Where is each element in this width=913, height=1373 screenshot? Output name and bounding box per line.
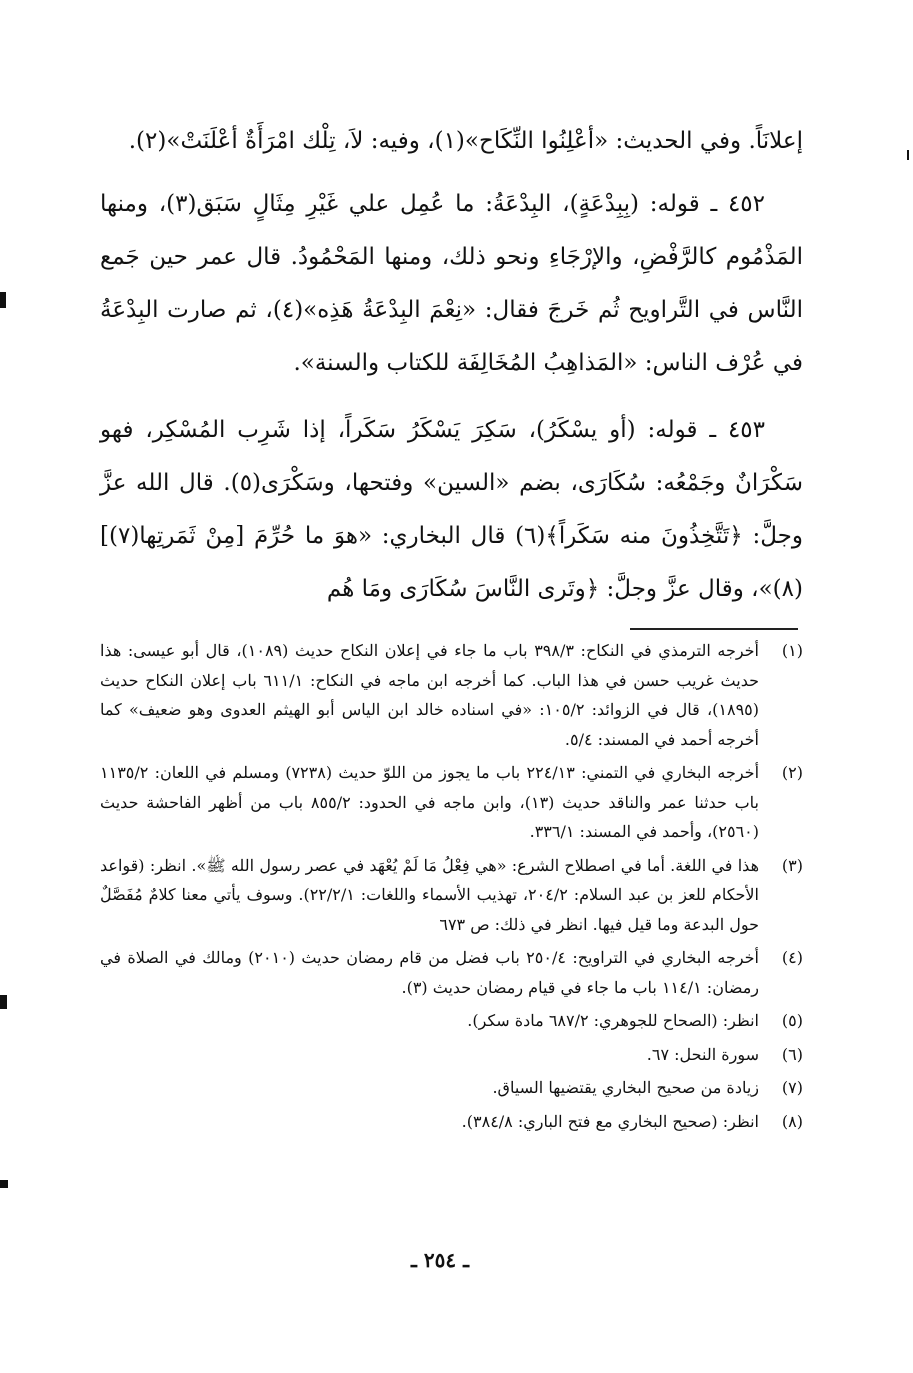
main-text xyxy=(100,115,803,630)
footnote-number: (١) xyxy=(781,641,803,660)
paragraph-continuation: إعلانَاً. وفي الحديث: «أعْلِنُوا النِّكَاح»(١)، وفيه: لاَ، تِلْك امْرَأَةٌ أعْلَنَتْ»(٢). xyxy=(128,128,803,154)
footnote-separator xyxy=(630,628,798,630)
page-number: ـ ٢٥٤ ـ xyxy=(411,1248,469,1272)
scan-edge-mark xyxy=(0,995,7,1009)
footnote-text: زيادة من صحيح البخاري يقتضيها السياق. xyxy=(492,1078,759,1097)
footnote-6 xyxy=(100,1040,803,1070)
footnote-4 xyxy=(100,943,803,1002)
footnote-number: (٦) xyxy=(781,1044,803,1064)
footnote-number: (٥) xyxy=(781,1011,803,1030)
footnote-1 xyxy=(100,636,803,754)
footnote-text: هذا في اللغة. أما في اصطلاح الشرع: «هي فِعْلُ مَا لَمْ يُعْهَد في عصر رسول الله ﷺ». انظر: (قواعد الأحكام للعز بن عبد السلام: ٢٠٤/٢، تهذيب الأسماء واللغات: ٢٢/٢/١). وسوف يأتي معنا كلامٌ مُفَصَّلٌ حول البدعة وما قيل فيها. انظر في ذلك: ص ٦٧٣ xyxy=(100,855,759,934)
footnote-text: أخرجه البخاري في التمني: ٢٢٤/١٣ باب ما يجوز من اللوّ حديث (٧٢٣٨) ومسلم في اللعان: ١١٣٥/٢ باب حدثنا عمر والناقد حديث (١٣)، وابن ماجه في الحدود: ٨٥٥/٢ باب من أظهر الفاحشة حديث (٢٥٦٠)، وأحمد في المسند: ٣٣٦/١. xyxy=(100,763,760,841)
footnote-5 xyxy=(100,1006,803,1036)
footnote-number: (٢) xyxy=(781,763,803,782)
footnote-number: (٤) xyxy=(781,948,803,967)
paragraph-entry-452: ٤٥٢ ـ قوله: (بِبِدْعَةٍ)، البِدْعَةُ: ما عُمِل علي غَيْرِ مِثَالٍ سَبَق(٣)، ومنها المَذْمُوم كالرَّفْضِ، والإرْجَاءِ ونحو ذلك، ومنها المَحْمُودُ. قال عمر حين جَمع النَّاس في التَّراويح ثُم خَرجَ فقال: «نِعْمَ البِدْعَةُ هَذِه»(٤)، ثم صارت البِدْعَةُ في عُرْف الناس: «المَذاهِبُ المُخَالِفَة للكتاب والسنة». xyxy=(100,191,803,376)
paragraph-entry-453: ٤٥٣ ـ قوله: (أو يسْكَرُ)، سَكِرَ يَسْكَرُ سَكَراً، إذا شَرِب المُسْكِر، فهو سَكْرَانٌ وجَمْعُه: سُكَارَى، بضم «السين» وفتحها، وسَكْرَى(٥). قال الله عزَّ وجلَّ: ﴿تَتَّخِذُونَ منه سَكَراً﴾(٦) قال البخاري: «هوَ ما حُرِّمَ [مِنْ ثَمَرتِها(٧)](٨)»، وقال عزَّ وجلَّ: ﴿وتَرى النَّاسَ سُكَارَى ومَا هُم xyxy=(100,417,803,602)
footnote-text: انظر: (الصحاح للجوهري: ٦٨٧/٢ مادة سكر). xyxy=(467,1011,759,1030)
footnotes xyxy=(100,636,803,1140)
footnote-number: (٧) xyxy=(781,1078,803,1097)
scan-edge-mark xyxy=(907,150,909,160)
footnote-text: سورة النحل: ٦٧. xyxy=(646,1044,759,1064)
footnote-8 xyxy=(100,1107,803,1137)
footnote-text: انظر: (صحيح البخاري مع فتح الباري: ٣٨٤/٨). xyxy=(461,1111,759,1131)
footnote-text: أخرجه الترمذي في النكاح: ٣٩٨/٣ باب ما جاء في إعلان النكاح حديث (١٠٨٩)، قال أبو عيسى: هذا حديث غريب حسن في هذا الباب. كما أخرجه ابن ماجه في النكاح: ٦١١/١ باب إعلان النكاح حديث (١٨٩٥)، قال في الزوائد: ١٠٥/٢: «في اسناده خالد ابن الياس أبو الهيثم العدوى وهو ضعيف» كما أخرجه أحمد في المسند: ٥/٤. xyxy=(100,641,759,749)
footnote-7 xyxy=(100,1073,803,1103)
footnote-number: (٣) xyxy=(781,855,803,875)
footnote-2 xyxy=(100,758,803,847)
scan-edge-mark xyxy=(0,292,6,308)
scan-edge-mark xyxy=(0,1180,8,1188)
footnote-number: (٨) xyxy=(781,1111,803,1131)
footnote-3 xyxy=(100,851,803,940)
footnote-text: أخرجه البخاري في التراويح: ٢٥٠/٤ باب فضل من قام رمضان حديث (٢٠١٠) ومالك في الصلاة في رمضان: ١١٤/١ باب ما جاء في قيام رمضان حديث (٣). xyxy=(100,948,760,997)
